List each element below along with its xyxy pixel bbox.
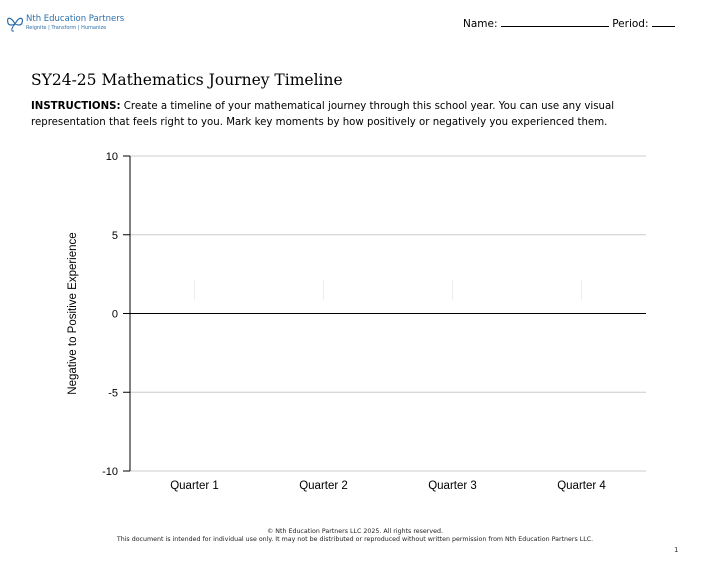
logo-name: Nth Education Partners bbox=[26, 14, 125, 24]
y-tick-label: -5 bbox=[108, 387, 118, 400]
y-tick-label: 10 bbox=[105, 151, 118, 163]
x-category-label: Quarter 4 bbox=[557, 480, 606, 492]
y-tick-label: 0 bbox=[111, 308, 118, 321]
instructions-label: INSTRUCTIONS: bbox=[31, 101, 121, 112]
footer-notice: This document is intended for individual use only. It may not be distributed or reproduced without written permission from Nth Education Partners LLC. bbox=[116, 536, 594, 543]
page-number: 1 bbox=[674, 546, 679, 554]
footer-copyright: © Nth Education Partners LLC 2025. All rights reserved. bbox=[267, 528, 443, 535]
y-tick-label: 5 bbox=[111, 229, 118, 242]
y-tick-label: -10 bbox=[102, 466, 118, 478]
instructions-text: Create a timeline of your mathematical journey through this school year. You can use any visual representation that feels right to you. Mark key moments by how positively or negatively you experienced them. bbox=[31, 101, 615, 128]
logo-tagline: Reignite | Transform | Humanize bbox=[26, 25, 107, 31]
period-label: Period: bbox=[612, 18, 649, 30]
name-label: Name: bbox=[463, 18, 498, 30]
x-category-label: Quarter 1 bbox=[170, 480, 219, 492]
y-axis-label: Negative to Positive Experience bbox=[67, 232, 79, 395]
x-category-label: Quarter 3 bbox=[428, 480, 477, 492]
x-category-label: Quarter 2 bbox=[299, 480, 348, 492]
page-title: SY24-25 Mathematics Journey Timeline bbox=[31, 71, 343, 89]
